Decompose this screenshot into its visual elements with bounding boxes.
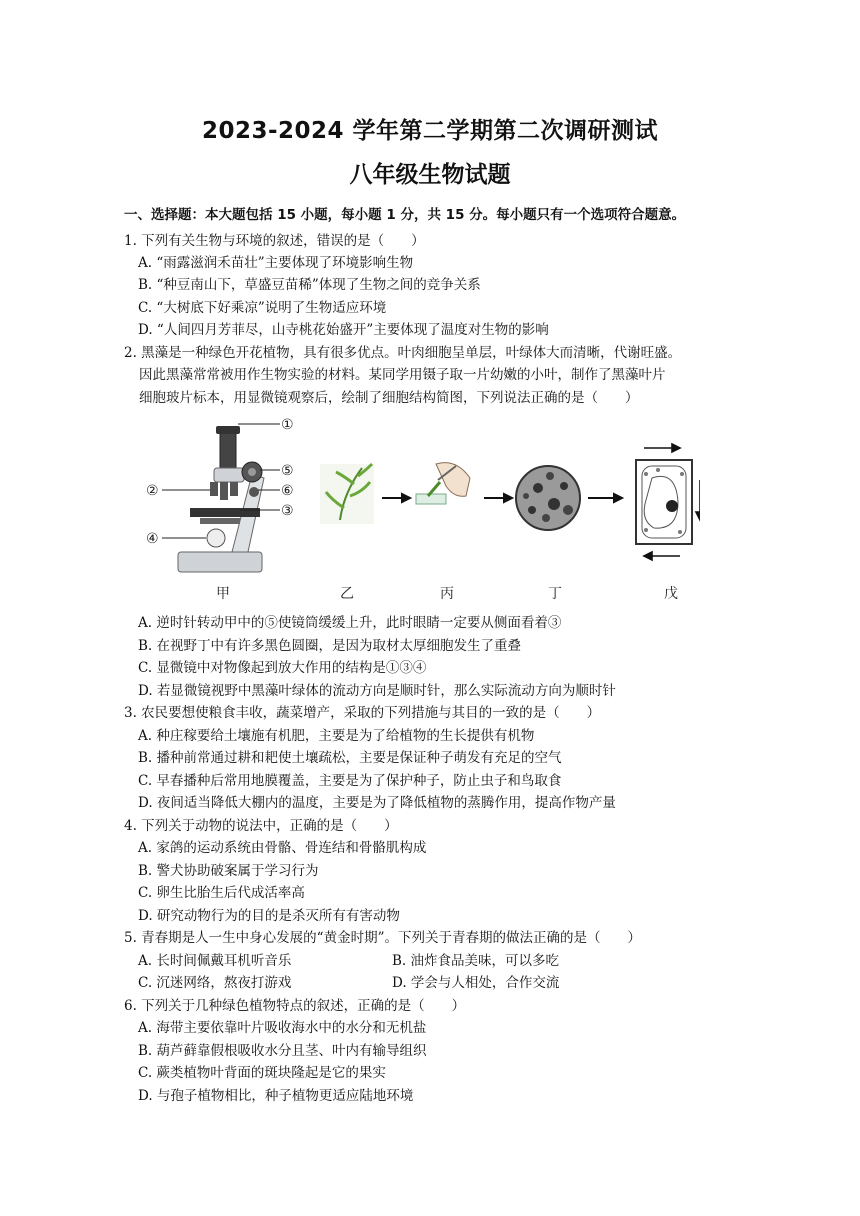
section-heading: 一、选择题：本大题包括 15 小题，每小题 1 分，共 15 分。每小题只有一个选项符合题意。 bbox=[124, 207, 686, 223]
question-1-option-c: C. “大树底下好乘凉”说明了生物适应环境 bbox=[138, 300, 387, 316]
question-1-stem: 1. 下列有关生物与环境的叙述，错误的是（ ） bbox=[124, 233, 425, 249]
question-5-option-c: C. 沉迷网络，熬夜打游戏 bbox=[138, 975, 292, 991]
question-5-stem: 5. 青春期是人一生中身心发展的“黄金时期”。下列关于青春期的做法正确的是（ ） bbox=[124, 930, 641, 946]
slide-preparation-image bbox=[416, 463, 470, 504]
question-6-option-b: B. 葫芦藓靠假根吸收水分且茎、叶内有输导组织 bbox=[138, 1043, 427, 1059]
question-6-option-a: A. 海带主要依靠叶片吸收海水中的水分和无机盐 bbox=[138, 1020, 427, 1036]
callout-5: ⑤ bbox=[281, 463, 294, 479]
question-3-stem: 3. 农民要想使粮食丰收，蔬菜增产，采取的下列措施与其目的一致的是（ ） bbox=[124, 705, 601, 721]
question-4-stem: 4. 下列关于动物的说法中，正确的是（ ） bbox=[124, 818, 398, 834]
exam-subtitle: 八年级生物试题 bbox=[349, 162, 511, 188]
question-3-option-d: D. 夜间适当降低大棚内的温度，主要是为了降低植物的蒸腾作用，提高作物产量 bbox=[138, 795, 616, 811]
question-5-option-a: A. 长时间佩戴耳机听音乐 bbox=[138, 953, 292, 969]
question-2-option-d: D. 若显微镜视野中黑藻叶绿体的流动方向是顺时针，那么实际流动方向为顺时针 bbox=[138, 683, 616, 699]
callout-1: ① bbox=[281, 417, 294, 433]
question-3-option-c: C. 早春播种后常用地膜覆盖，主要是为了保护种子，防止虫子和鸟取食 bbox=[138, 773, 562, 789]
question-5-option-b: B. 油炸食品美味，可以多吃 bbox=[392, 953, 560, 969]
question-5-option-d: D. 学会与人相处，合作交流 bbox=[392, 975, 560, 991]
question-4-option-b: B. 警犬协助破案属于学习行为 bbox=[138, 863, 319, 879]
callout-6: ⑥ bbox=[281, 483, 294, 499]
panel-label-yi: 乙 bbox=[340, 586, 354, 602]
panel-label-ding: 丁 bbox=[548, 586, 562, 602]
callout-4: ④ bbox=[146, 531, 159, 547]
question-6-option-d: D. 与孢子植物相比，种子植物更适应陆地环境 bbox=[138, 1088, 414, 1104]
exam-title: 2023-2024 学年第二学期第二次调研测试 bbox=[201, 118, 659, 144]
question-4-option-c: C. 卵生比胎生后代成活率高 bbox=[138, 885, 305, 901]
elodea-plant-image bbox=[320, 464, 374, 524]
question-6-option-c: C. 蕨类植物叶背面的斑块隆起是它的果实 bbox=[138, 1065, 386, 1081]
microscope-view-image bbox=[516, 466, 580, 530]
question-4-option-a: A. 家鸽的运动系统由骨骼、骨连结和骨骼肌构成 bbox=[138, 840, 427, 856]
question-6-stem: 6. 下列关于几种绿色植物特点的叙述，正确的是（ ） bbox=[124, 998, 466, 1014]
cell-diagram-image bbox=[636, 460, 692, 544]
question-2-option-a: A. 逆时针转动甲中的⑤使镜筒缓缓上升，此时眼睛一定要从侧面看着③ bbox=[138, 615, 562, 631]
question-1-option-d: D. “人间四月芳菲尽，山寺桃花始盛开”主要体现了温度对生物的影响 bbox=[138, 322, 549, 338]
callout-3: ③ bbox=[281, 503, 294, 519]
microscope-image bbox=[162, 424, 280, 572]
question-2-option-c: C. 显微镜中对物像起到放大作用的结构是①③④ bbox=[138, 660, 427, 676]
panel-label-wu: 戊 bbox=[664, 586, 678, 602]
question-2-stem-line-3: 细胞玻片标本，用显微镜观察后，绘制了细胞结构简图，下列说法正确的是（ ） bbox=[139, 390, 639, 406]
question-1-option-b: B. “种豆南山下，草盛豆苗稀”体现了生物之间的竞争关系 bbox=[138, 277, 481, 293]
question-3-option-a: A. 种庄稼要给土壤施有机肥，主要是为了给植物的生长提供有机物 bbox=[138, 728, 535, 744]
question-2-option-b: B. 在视野丁中有许多黑色圆圈，是因为取材太厚细胞发生了重叠 bbox=[138, 638, 522, 654]
question-4-option-d: D. 研究动物行为的目的是杀灭所有有害动物 bbox=[138, 908, 400, 924]
question-3-option-b: B. 播种前常通过耕和耙使土壤疏松，主要是保证种子萌发有充足的空气 bbox=[138, 750, 562, 766]
question-2-stem-line-1: 2. 黑藻是一种绿色开花植物，具有很多优点。叶肉细胞呈单层，叶绿体大而清晰，代谢旺盛。 bbox=[124, 345, 682, 361]
question-1-option-a: A. “雨露滋润禾苗壮”主要体现了环境影响生物 bbox=[138, 255, 414, 271]
question-2-stem-line-2: 因此黑藻常常被用作生物实验的材料。某同学用镊子取一片幼嫩的小叶，制作了黑藻叶片 bbox=[139, 367, 666, 383]
callout-2: ② bbox=[146, 483, 159, 499]
panel-label-jia: 甲 bbox=[216, 586, 230, 602]
question-2-figure bbox=[140, 412, 700, 604]
panel-label-bing: 丙 bbox=[440, 586, 454, 602]
